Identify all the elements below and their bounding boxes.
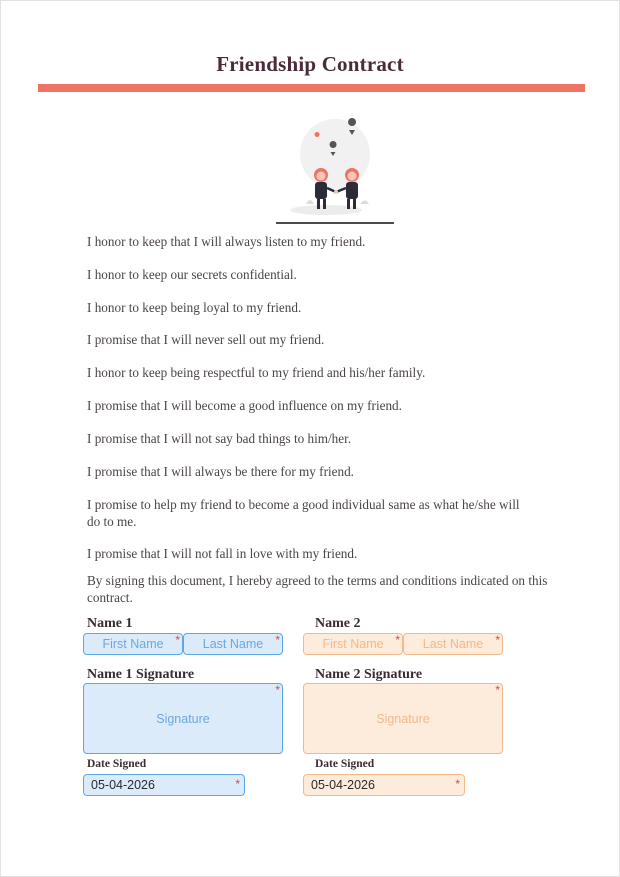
required-asterisk: *	[175, 633, 180, 647]
clause-2: I honor to keep our secrets confidential.	[87, 267, 297, 282]
date-value: 05-04-2026	[311, 778, 375, 792]
name-2-signature-label: Name 2 Signature	[315, 667, 423, 682]
title-underline-bar	[38, 84, 585, 92]
party-1-first-name-input[interactable]	[83, 633, 183, 655]
party-2-last-name-input[interactable]	[403, 633, 503, 655]
clause-8: I promise that I will always be there for my friend.	[87, 464, 354, 479]
signature-placeholder: Signature	[156, 711, 210, 726]
required-asterisk: *	[395, 633, 400, 647]
party-2-first-name-input[interactable]	[303, 633, 403, 655]
party-2-date-input[interactable]	[303, 774, 465, 796]
required-asterisk: *	[275, 683, 280, 697]
party-1-signature-pad[interactable]	[83, 683, 283, 754]
name-2-label: Name 2	[315, 616, 361, 631]
date-signed-2-label: Date Signed	[315, 758, 375, 770]
required-asterisk: *	[495, 683, 500, 697]
first-name-placeholder: First Name	[322, 637, 384, 651]
name-1-signature-label: Name 1 Signature	[87, 667, 195, 682]
party-1-date-input[interactable]	[83, 774, 245, 796]
last-name-placeholder: Last Name	[422, 637, 484, 651]
clause-7: I promise that I will not say bad things to him/her.	[87, 431, 352, 446]
required-asterisk: *	[455, 777, 460, 791]
party-1-last-name-input[interactable]	[183, 633, 283, 655]
clause-4: I promise that I will never sell out my friend.	[87, 332, 325, 347]
clause-3: I honor to keep being loyal to my friend.	[87, 300, 302, 315]
name-1-label: Name 1	[87, 616, 133, 631]
clause-5: I honor to keep being respectful to my friend and his/her family.	[87, 365, 426, 380]
clause-10: I promise that I will not fall in love with my friend.	[87, 546, 358, 561]
clause-9: I promise to help my friend to become a good individual same as what he/she will do to me.	[87, 497, 520, 529]
signature-placeholder: Signature	[376, 711, 430, 726]
party-2-signature-pad[interactable]	[303, 683, 503, 754]
date-signed-1-label: Date Signed	[87, 758, 147, 770]
illustration-divider	[276, 222, 394, 224]
required-asterisk: *	[495, 633, 500, 647]
required-asterisk: *	[235, 777, 240, 791]
clause-1: I honor to keep that I will always listen to my friend.	[87, 234, 366, 249]
page-title: Friendship Contract	[216, 52, 404, 76]
agreement-statement: By signing this document, I hereby agreed to the terms and conditions indicated on this contract.	[87, 573, 548, 605]
required-asterisk: *	[275, 633, 280, 647]
date-value: 05-04-2026	[91, 778, 155, 792]
last-name-placeholder: Last Name	[202, 637, 264, 651]
clause-6: I promise that I will become a good influence on my friend.	[87, 398, 402, 413]
handshake-illustration	[286, 118, 380, 218]
first-name-placeholder: First Name	[102, 637, 164, 651]
